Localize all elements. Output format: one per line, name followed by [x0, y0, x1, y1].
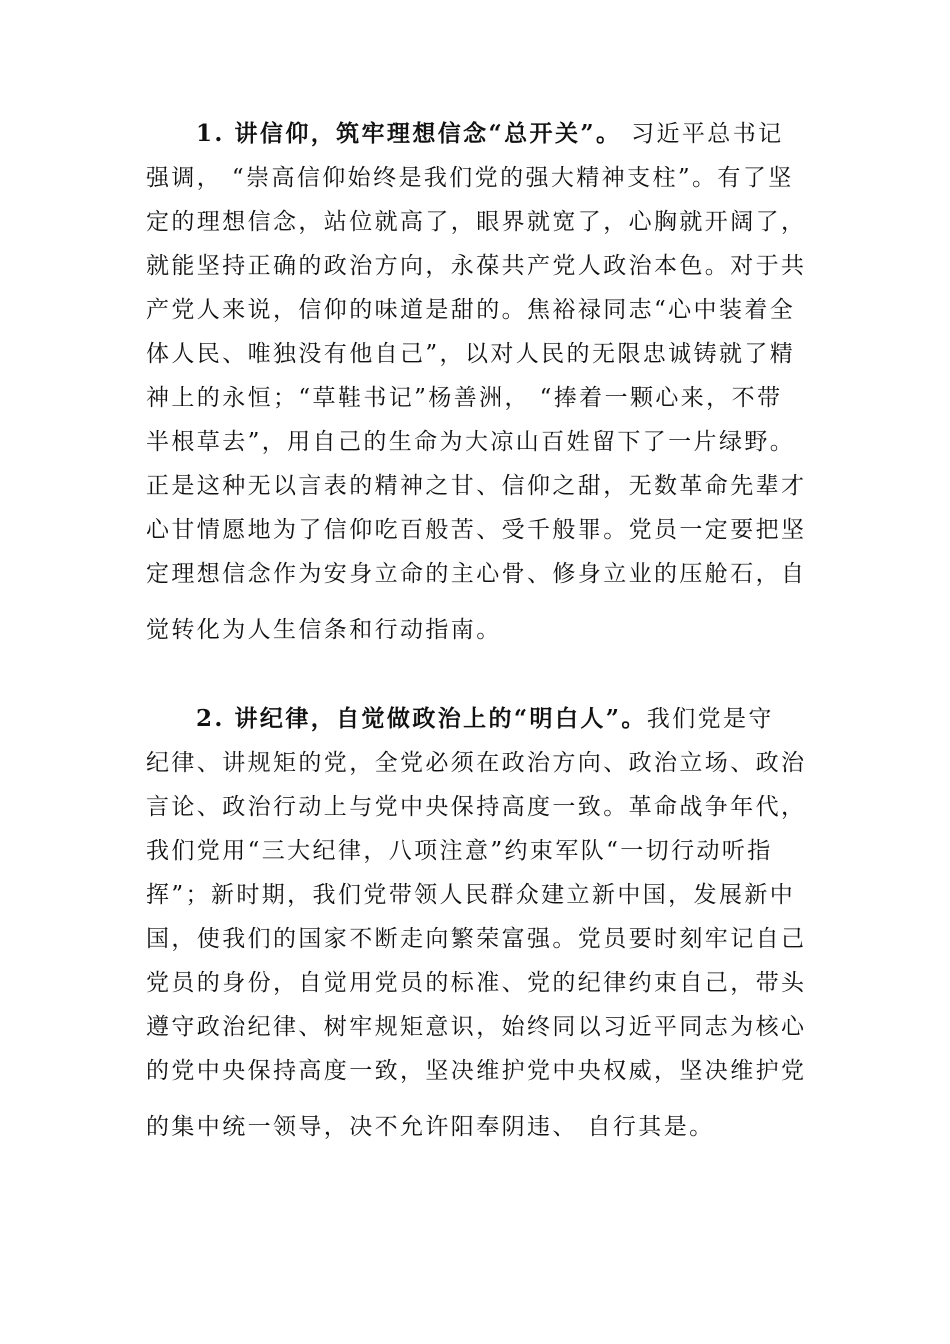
section-1-first-line [146, 112, 818, 156]
section-2-text-line: 我们党用“三大纪律，八项注意”约束军队“一切行动听指 [146, 838, 773, 864]
section-2-number: 2. [196, 705, 225, 732]
section-1-text-line: 半根草去”，用自己的生命为大凉山百姓留下了一片绿野。 [146, 429, 796, 455]
section-2-text-line: 党员的身份，自觉用党员的标准、党的纪律约束自己，带头 [146, 970, 807, 996]
section-2-paragraph [146, 697, 818, 1149]
section-2-text-line: 的党中央保持高度一致，坚决维护党中央权威，坚决维护党 [146, 1058, 807, 1084]
section-1-text-line: 习近平总书记 [631, 121, 784, 147]
section-2-text-line: 纪律、讲规矩的党，全党必须在政治方向、政治立场、政治 [146, 750, 807, 776]
section-2-text-line: 国，使我们的国家不断走向繁荣富强。党员要时刻牢记自己 [146, 926, 807, 952]
section-1-number: 1. [196, 120, 225, 147]
section-1-text-line: 神上的永恒；“草鞋书记”杨善洲， “捧着一颗心来，不带 [146, 385, 783, 411]
section-1-text-line: 正是这种无以言表的精神之甘、信仰之甜，无数革命先辈才 [146, 473, 807, 499]
section-1-heading: 讲信仰，筑牢理想信念“总开关”。 [234, 120, 622, 147]
section-2-text-line: 遵守政治纪律、树牢规矩意识，始终同以习近平同志为核心 [146, 1014, 807, 1040]
section-1-text-line: 定的理想信念，站位就高了，眼界就宽了，心胸就开阔了， [146, 209, 807, 235]
section-2-heading: 讲纪律，自觉做政治上的“明白人”。 [234, 705, 647, 732]
section-2-text-line: 言论、政治行动上与党中央保持高度一致。革命战争年代， [146, 794, 807, 820]
section-1-text-line: 觉转化为人生信条和行动指南。 [146, 617, 502, 643]
section-2-text-line: 我们党是守 [646, 706, 774, 732]
section-1-text-line: 定理想信念作为安身立命的主心骨、修身立业的压舱石，自 [146, 561, 807, 587]
section-1-paragraph [146, 112, 818, 652]
section-2-text-line: 的集中统一领导，决不允许阳奉阴违、 自行其是。 [146, 1114, 715, 1140]
section-1-text-line: 就能坚持正确的政治方向，永葆共产党人政治本色。对于共 [146, 253, 807, 279]
section-1-text-line: 心甘情愿地为了信仰吃百般苦、受千般罪。党员一定要把坚 [146, 517, 807, 543]
section-1-text-line: 强调， “崇高信仰始终是我们党的强大精神支柱”。有了坚 [146, 165, 794, 191]
section-2-first-line [146, 697, 818, 741]
section-1-text-line: 体人民、唯独没有他自己”，以对人民的无限忠诚铸就了精 [146, 341, 796, 367]
section-2-text-line: 挥”；新时期，我们党带领人民群众建立新中国，发展新中 [146, 882, 796, 908]
section-1-text-line: 产党人来说，信仰的味道是甜的。焦裕禄同志“心中装着全 [146, 297, 796, 323]
